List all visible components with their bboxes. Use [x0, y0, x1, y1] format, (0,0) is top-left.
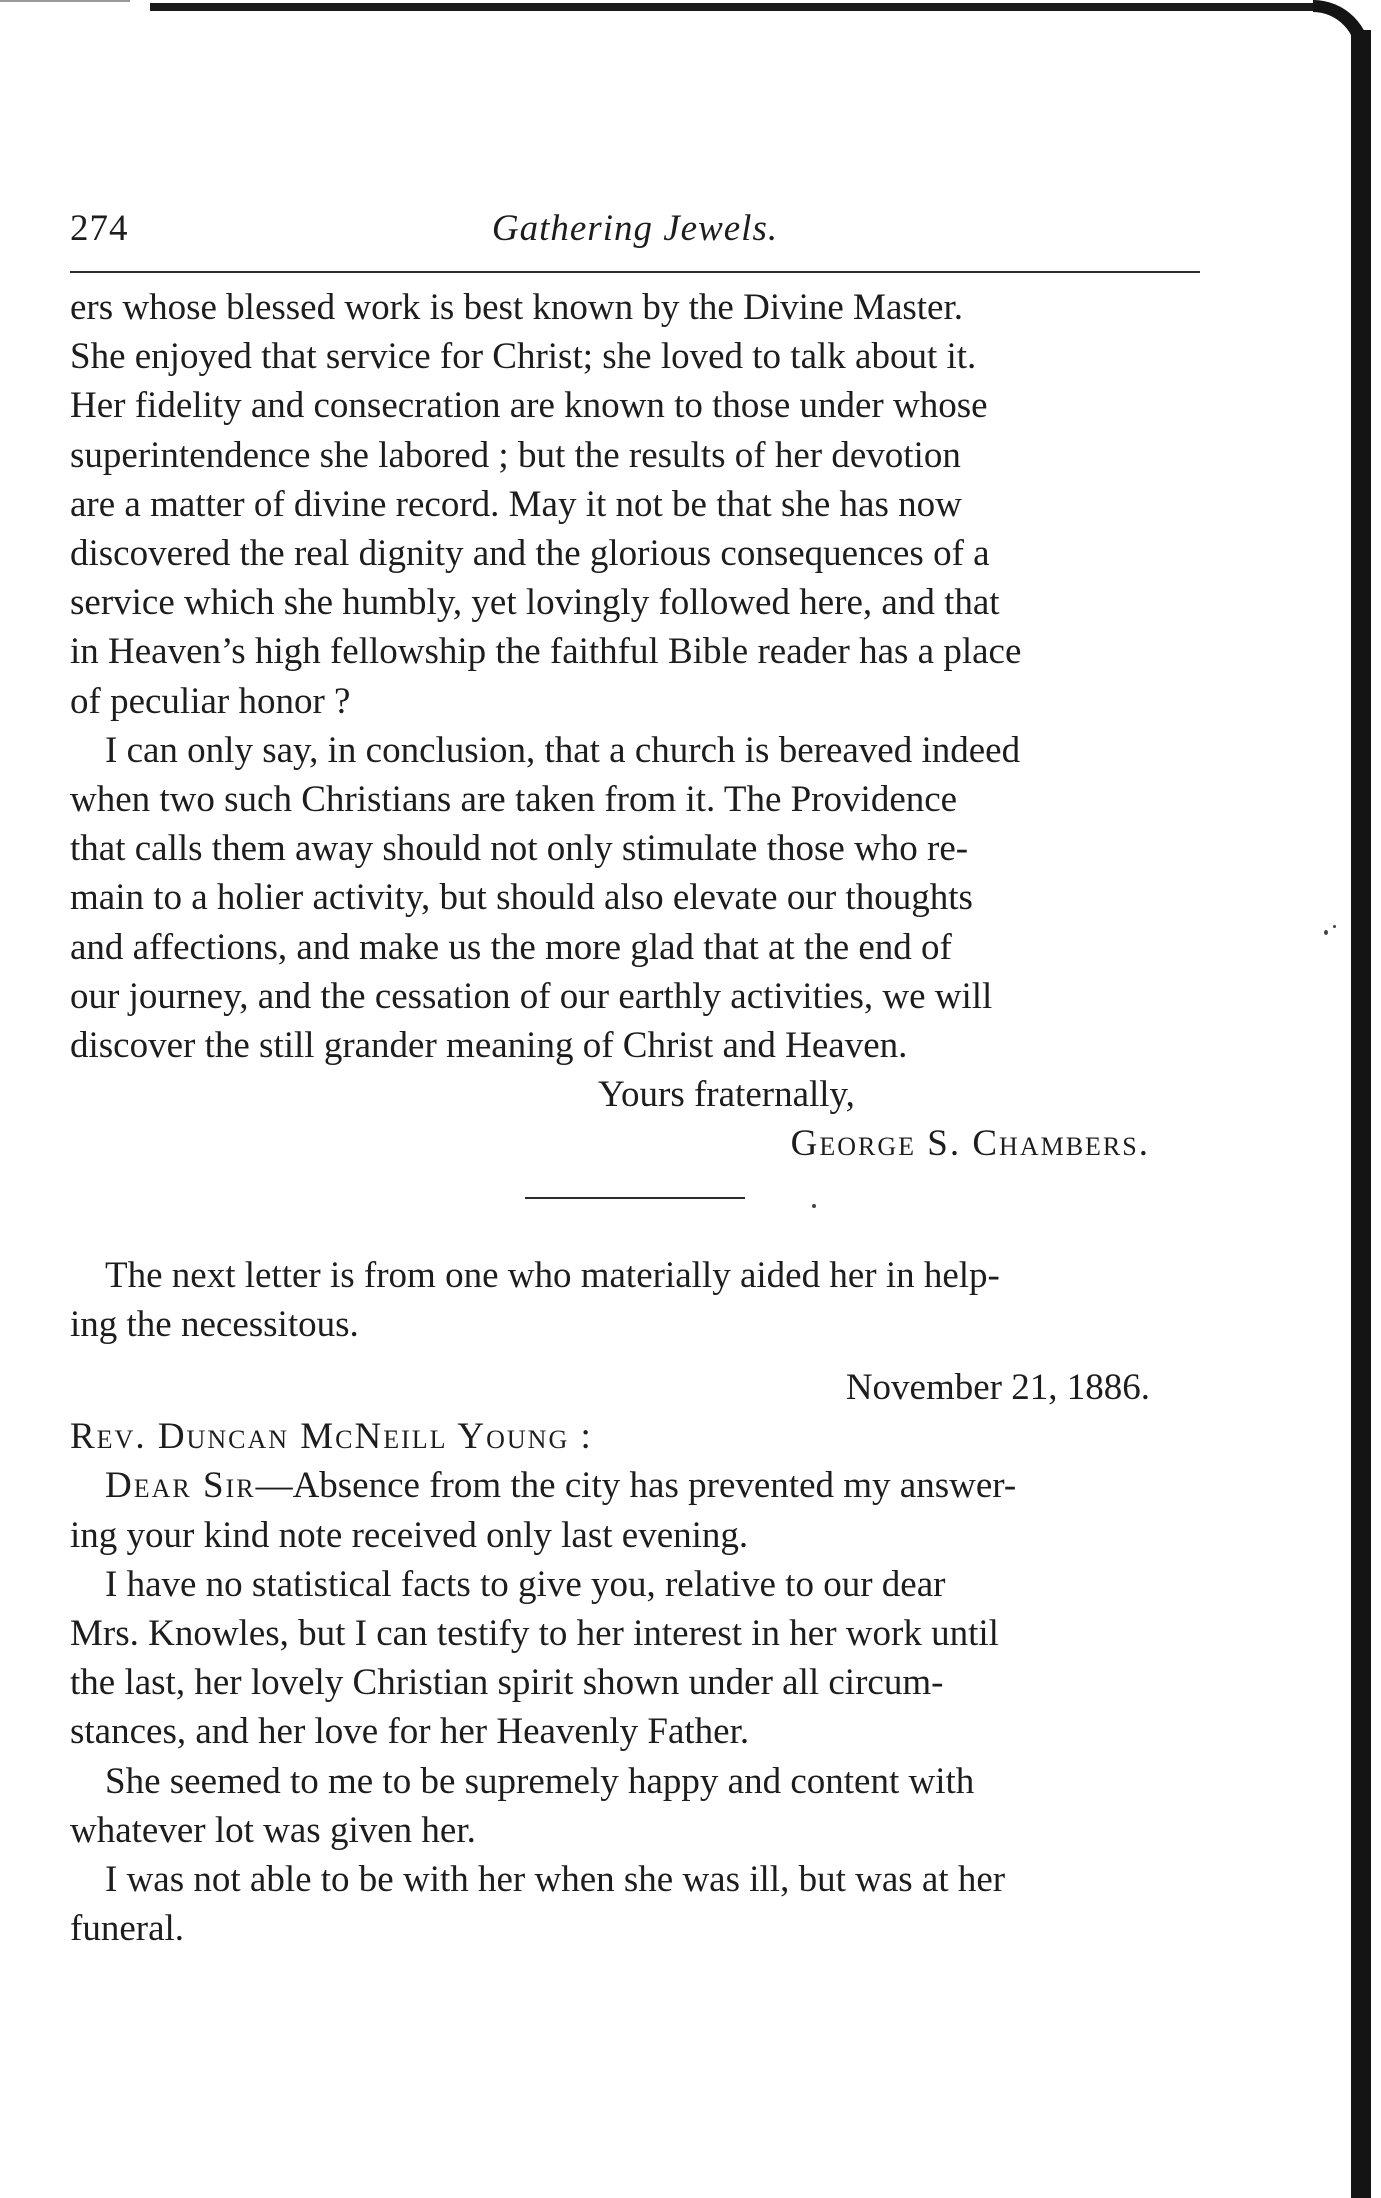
- text-line: when two such Christians are taken from it. The Providence: [70, 779, 958, 821]
- text-line: She seemed to me to be supremely happy and content with: [105, 1760, 975, 1802]
- section-divider: [525, 1197, 745, 1199]
- letter-paragraph: [70, 1757, 1200, 1855]
- text-line: stances, and her love for her Heavenly Father.: [70, 1711, 750, 1753]
- scan-speck: [1333, 925, 1336, 928]
- scan-edge-bar: [150, 3, 1330, 11]
- scan-right-edge: [1351, 0, 1381, 2198]
- text-line: and affections, and make us the more glad that at the end of: [70, 926, 952, 968]
- text-line: I can only say, in conclusion, that a church is bereaved indeed: [105, 729, 1021, 771]
- scan-binding-shadow: [1351, 30, 1371, 2198]
- text-line: main to a holier activity, but should also elevate our thoughts: [70, 877, 973, 919]
- intro-paragraph: [70, 1251, 1200, 1349]
- scan-edge-line: [0, 0, 130, 2]
- letter-closing: Yours fraternally,: [598, 1074, 855, 1116]
- scan-speck: [1324, 930, 1328, 935]
- header-rule: [70, 271, 1200, 273]
- running-title: Gathering Jewels.: [491, 208, 779, 249]
- text-line: Her fidelity and consecration are known to those under whose: [70, 385, 988, 427]
- book-page: [70, 195, 1200, 1954]
- body-text: [70, 283, 1200, 1954]
- text-line: The next letter is from one who materially aided her in help-: [105, 1254, 1000, 1296]
- text-line: I was not able to be with her when she was ill, but was at her: [105, 1859, 1006, 1901]
- text-line: our journey, and the cessation of our earthly activities, we will: [70, 975, 993, 1017]
- text-line: discovered the real dignity and the glorious consequences of a: [70, 533, 990, 575]
- text-line: funeral.: [70, 1908, 185, 1950]
- text-line: that calls them away should not only stimulate those who re-: [70, 828, 969, 870]
- text-line: of peculiar honor ?: [70, 680, 351, 722]
- letter-signature: George S. Chambers.: [790, 1123, 1150, 1165]
- paragraph-continuation: [70, 283, 1200, 726]
- paragraph-conclusion: [70, 726, 1200, 1070]
- text-line: ing your kind note received only last evening.: [70, 1514, 749, 1556]
- text-line: I have no statistical facts to give you, relative to our dear: [105, 1563, 946, 1605]
- text-line: Mrs. Knowles, but I can testify to her interest in her work until: [70, 1613, 999, 1655]
- text-line: —Absence from the city has prevented my answer-: [255, 1465, 1017, 1507]
- running-head: [70, 195, 1200, 255]
- letter-date: November 21, 1886.: [845, 1367, 1150, 1409]
- text-line: in Heaven’s high fellowship the faithful Bible reader has a place: [70, 631, 1022, 673]
- page-number: 274: [70, 208, 129, 249]
- text-line: are a matter of divine record. May it not be that she has now: [70, 483, 962, 525]
- scan-top-edge: [0, 0, 1381, 14]
- text-line: She enjoyed that service for Christ; she loved to talk about it.: [70, 336, 977, 378]
- text-line: ing the necessitous.: [70, 1303, 359, 1345]
- letter-paragraph: [70, 1560, 1200, 1757]
- text-line: discover the still grander meaning of Christ and Heaven.: [70, 1025, 908, 1067]
- letter-paragraph: [70, 1855, 1200, 1953]
- letter-addressee: Rev. Duncan McNeill Young :: [70, 1416, 593, 1458]
- text-line: whatever lot was given her.: [70, 1809, 476, 1851]
- text-line: superintendence she labored ; but the results of her devotion: [70, 434, 961, 476]
- text-line: the last, her lovely Christian spirit shown under all circum-: [70, 1662, 944, 1704]
- text-line: ers whose blessed work is best known by the Divine Master.: [70, 287, 964, 328]
- text-line: service which she humbly, yet lovingly followed here, and that: [70, 582, 1000, 624]
- letter-salutation: Dear Sir: [105, 1465, 256, 1507]
- letter-paragraph: [70, 1461, 1200, 1559]
